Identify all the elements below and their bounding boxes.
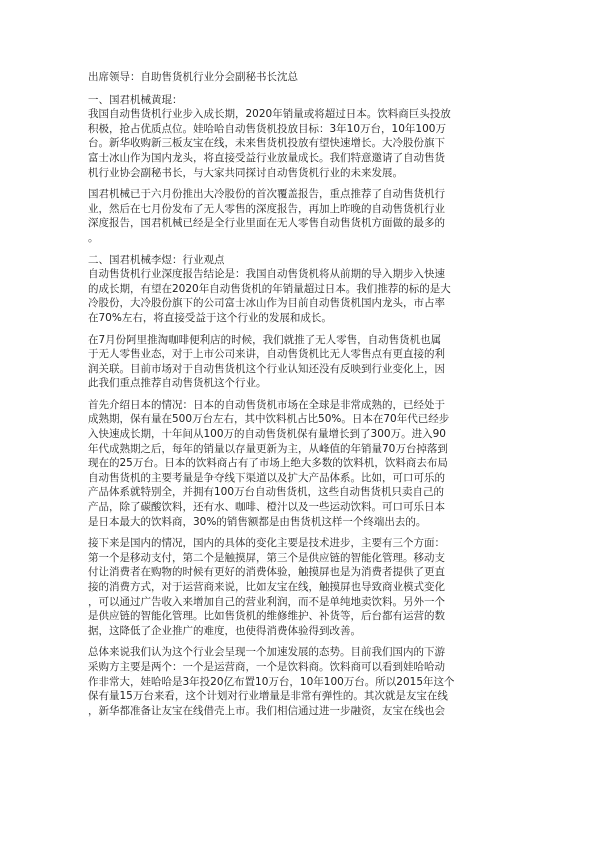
text-line: 年代成熟期之后，每年的销量以存量更新为主，从峰值的年销量70万台掉落到: [88, 442, 448, 455]
text-line: 是日本最大的饮料商，30%的销售额都是由售货机这样一个终端出去的。: [88, 515, 427, 528]
text-line: 现在的25万台。日本的饮料商占有了市场上绝大多数的饮料机，饮料商去布局: [88, 457, 448, 470]
text-line: 产品，除了碳酸饮料，还有水、咖啡、橙汁以及一些运动饮料。可口可乐日本: [88, 501, 445, 514]
text-line: 业，然后在七月份发布了无人零售的深度报告，再加上昨晚的自动售货机行业: [88, 202, 445, 215]
text-line: 国君机械已于六月份推出大冷股份的首次覆盖报告，重点推荐了自动售货机行: [88, 188, 445, 201]
text-line: 在70%左右，将直接受益于这个行业的发展和成长。: [88, 311, 332, 324]
text-line: ，新华都准备让友宝在线借壳上市。我们相信通过进一步融资，友宝在线也会: [88, 704, 445, 717]
text-line: 我国自动售货机行业步入成长期，2020年销量或将超过日本。饮料商巨头投放: [88, 108, 451, 121]
paragraph: [88, 333, 513, 391]
text-line: 润关联。目前市场对于自动售货机这个行业认知还没有反映到行业变化上，因: [88, 362, 445, 375]
text-line: ，可以通过广告收入来增加自己的营业利润，而不是单纯地卖饮料。另外一个: [88, 595, 445, 608]
text-line: 此我们重点推荐自动售货机这个行业。: [88, 377, 267, 390]
text-line: 作非常大，娃哈哈是3年投20亿布置10万台，10年100万台。所以2015年这个: [88, 675, 455, 688]
paragraph: [88, 398, 513, 529]
text-line: 富士冰山作为国内龙头，将直接受益行业放量成长。我们特意邀请了自动售货: [88, 151, 445, 164]
paragraph: [88, 267, 513, 325]
section-heading: 二、国君机械李煜：行业观点: [88, 253, 225, 266]
text-line: 冷股份，大冷股份旗下的公司富士冰山作为目前自动售货机国内龙头，市占率: [88, 297, 445, 310]
text-line: 于无人零售业态，对于上市公司来讲，自动售货机比无人零售点有更直接的利: [88, 348, 445, 361]
text-line: 成熟期，保有量在500万台左右，其中饮料机占比50%。日本在70年代已经步: [88, 413, 450, 426]
text-line: 第一个是移动支付，第二个是触摸屏，第三个是供应链的智能化管理。移动支: [88, 551, 445, 564]
text-line: 付让消费者在购物的时候有更好的消费体验，触摸屏也是为消费者提供了更直: [88, 566, 445, 579]
text-line: 积极，抢占优质点位。娃哈哈自动售货机投放目标：3年10万台，10年100万: [88, 122, 446, 135]
text-line: 保有量15万台来看，这个计划对行业增量是非常有弹性的。其次就是友宝在线: [88, 690, 448, 703]
text-line: 产品体系就特别全，并拥有100万台自动售货机，这些自动售货机只卖自己的: [88, 486, 445, 499]
paragraph: [88, 187, 513, 245]
document-body: [88, 93, 513, 719]
text-line: 据，这降低了企业推广的难度，也使得消费体验得到改善。: [88, 624, 361, 637]
paragraph: [88, 107, 513, 180]
text-line: 接下来是国内的情况，国内的具体的变化主要是技术进步，主要有三个方面：: [88, 537, 445, 550]
section-heading: 一、国君机械黄琨：: [88, 93, 183, 106]
text-line: 的成长期，有望在2020年自动售货机的年销量超过日本。我们推荐的标的是大: [88, 282, 451, 295]
text-line: 接的消费方式，对于运营商来说，比如友宝在线，触摸屏也导致商业模式变化: [88, 581, 445, 593]
text-line: 是供应链的智能化管理。比如售货机的维修维护、补货等，后台都有运营的数: [88, 610, 445, 623]
paragraph: [88, 536, 513, 638]
text-line: 自动售货机的主要考量是争夺线下渠道以及扩大产品体系。比如，可口可乐的: [88, 471, 445, 484]
text-line: 深度报告，国君机械已经是全行业里面在无人零售自动售货机方面做的最多的: [88, 217, 445, 230]
text-line: 机行业协会副秘书长，与大家共同探讨自动售货机行业的未来发展。: [88, 166, 403, 179]
text-line: 台。新华收购新三板友宝在线，未来售货机投放有望快速增长。大冷股份旗下: [88, 137, 445, 150]
text-line: 入快速成长期，十年间从100万的自动售货机保有量增长到了300万。进入90: [88, 428, 446, 441]
text-line: 总体来说我们认为这个行业会呈现一个加速发展的态势。目前我们国内的下游: [88, 646, 445, 659]
paragraph: [88, 645, 513, 718]
text-line: 采购方主要是两个：一个是运营商，一个是饮料商。饮料商可以看到娃哈哈动: [88, 660, 445, 673]
text-line: 自动售货机行业深度报告结论是：我国自动售货机将从前期的导入期步入快速: [88, 268, 445, 281]
text-line: 首先介绍日本的情况：日本的自动售货机市场在全球是非常成熟的，已经处于: [88, 398, 445, 411]
attendee-line: 出席领导：自助售货机行业分会副秘书长沈总: [88, 71, 298, 83]
text-line: 。: [88, 231, 99, 244]
text-line: 在7月份阿里推淘咖啡便利店的时候，我们就推了无人零售，自动售货机也属: [88, 333, 442, 346]
